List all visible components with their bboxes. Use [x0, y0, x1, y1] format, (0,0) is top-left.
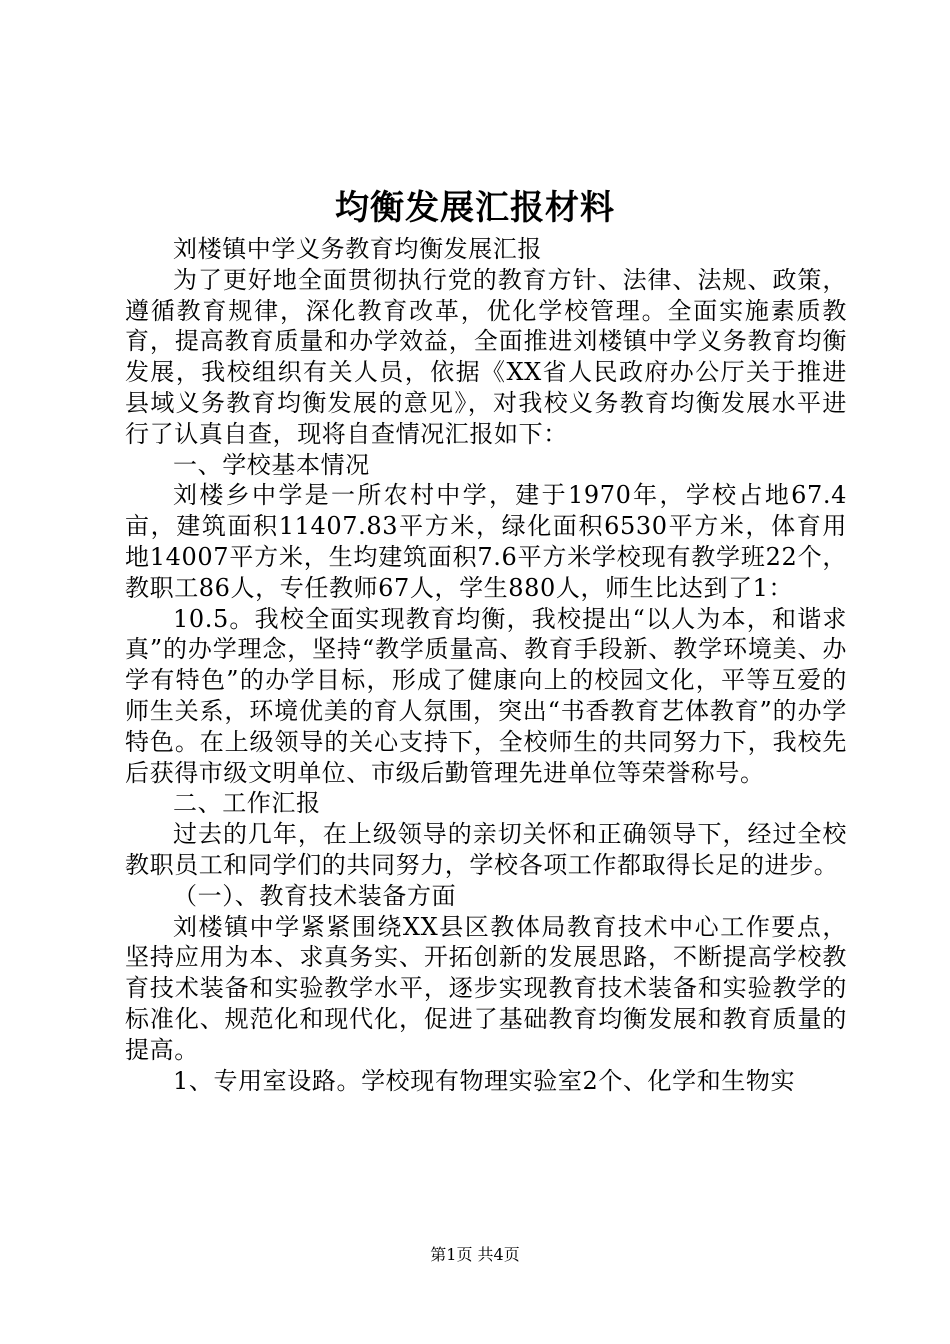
page-number-footer: 第1页 共4页	[430, 1245, 520, 1264]
subsection-heading-equipment: （一）、教育技术装备方面	[173, 881, 457, 910]
paragraph-school-stats: 刘楼乡中学是一所农村中学，建于1970年，学校占地67.4亩，建筑面积11407.83平方米，绿化面积6530平方米，体育用地14007平方米，生均建筑面积7.6平方米学校现有教学班22个，教职工86人，专任教师67人，学生880人，师生比达到了1：	[125, 481, 847, 602]
paragraph-intro: 为了更好地全面贯彻执行党的教育方针、法律、法规、政策，遵循教育规律，深化教育改革，优化学校管理。全面实施素质教育，提高教育质量和办学效益，全面推进刘楼镇中学义务教育均衡发展，我校组织有关人员，依据《XX省人民政府办公厅关于推进县域义务教育均衡发展的意见》，对我校义务教育均衡发展水平进行了认真自查，现将自查情况汇报如下：	[125, 265, 847, 448]
section-heading-work-report: 二、工作汇报	[173, 789, 321, 818]
document-title: 均衡发展汇报材料	[335, 188, 615, 228]
paragraph-school-philosophy: 10.5。我校全面实现教育均衡，我校提出“以人为本，和谐求真”的办学理念，坚持“教学质量高、教育手段新、教学环境美、办学有特色”的办学目标，形成了健康向上的校园文化，平等互爱的师生关系，环境优美的育人氛围，突出“书香教育艺体教育”的办学特色。在上级领导的关心支持下，全校师生的共同努力下，我校先后获得市级文明单位、市级后勤管理先进单位等荣誉称号。	[125, 604, 847, 787]
paragraph-labs: 1、专用室设路。学校现有物理实验室2个、化学和生物实	[173, 1066, 796, 1095]
paragraph-equipment: 刘楼镇中学紧紧围绕XX县区教体局教育技术中心工作要点，坚持应用为本、求真务实、开拓创新的发展思路，不断提高学校教育技术装备和实验教学水平，逐步实现教育技术装备和实验教学的标准化、规范化和现代化，促进了基础教育均衡发展和教育质量的提高。	[125, 912, 847, 1064]
document-body	[125, 234, 847, 1096]
paragraph-subtitle: 刘楼镇中学义务教育均衡发展汇报	[173, 235, 542, 263]
section-heading-basic-info: 一、学校基本情况	[173, 450, 370, 479]
paragraph-progress: 过去的几年，在上级领导的亲切关怀和正确领导下，经过全校教职员工和同学们的共同努力，学校各项工作都取得长足的进步。	[125, 820, 847, 879]
